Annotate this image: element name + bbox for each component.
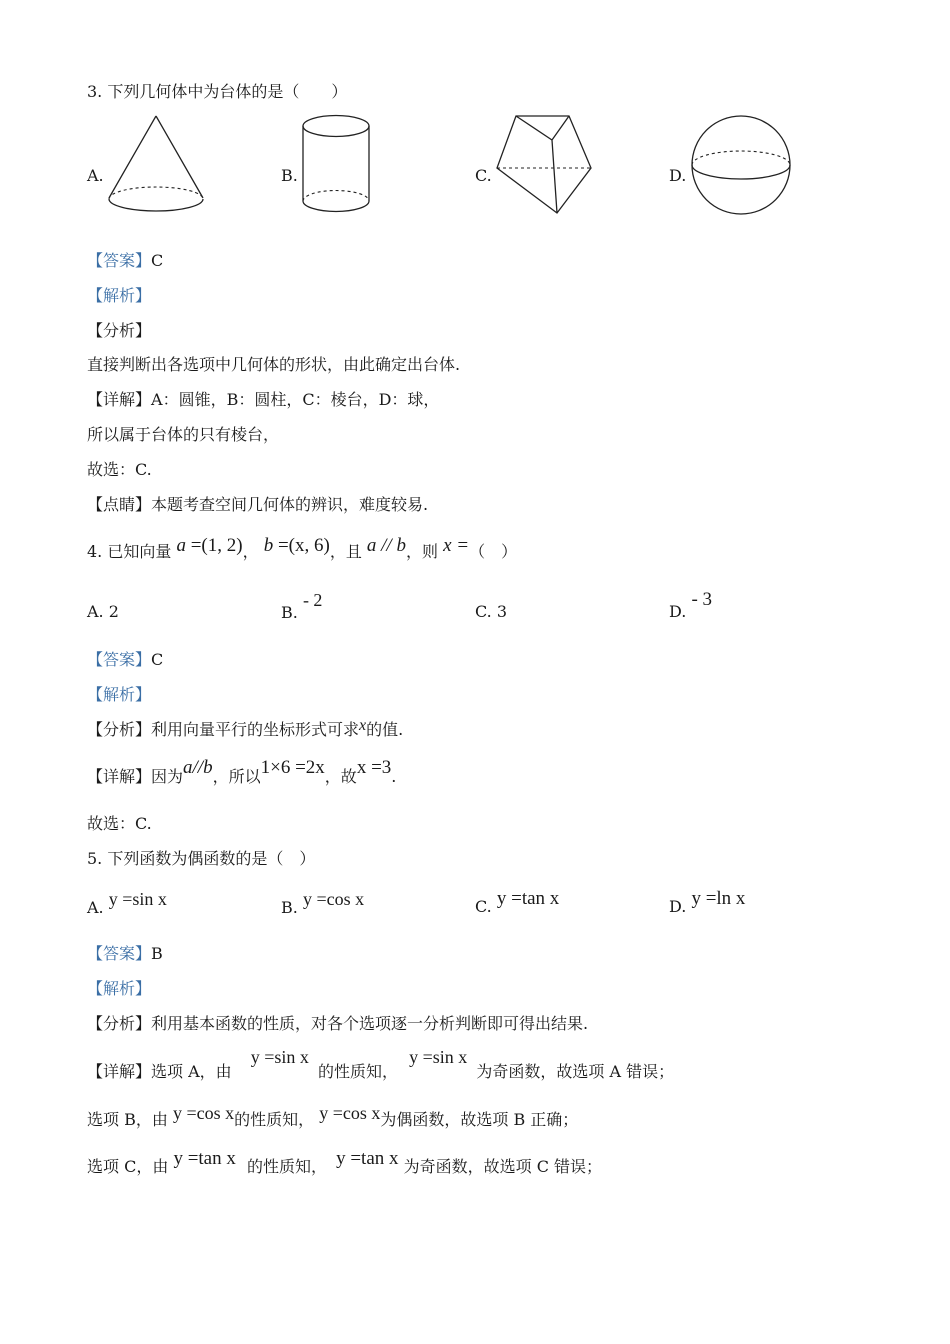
q4-sep1: ， xyxy=(242,542,259,561)
q4-option-d-label: D. xyxy=(669,602,687,621)
answer-tag: 【答案】 xyxy=(87,650,152,669)
q4-detail-math3: x =3 xyxy=(356,757,392,778)
q3-option-d-label: D. xyxy=(669,166,687,185)
q3-detail-text: A：圆锥，B：圆柱，C：棱台，D：球， xyxy=(151,390,440,409)
q5-option-a xyxy=(87,889,167,918)
q5-option-b xyxy=(281,889,365,918)
q4-detail-d3: ，故 xyxy=(324,767,357,786)
q3-detail-line2: 所以属于台体的只有棱台， xyxy=(87,425,280,444)
q4-option-d xyxy=(669,589,713,622)
q3-fenxi-text: 直接判断出各选项中几何体的形状，由此确定出台体. xyxy=(87,355,461,374)
q4-detail-d4: . xyxy=(391,767,397,786)
q4-fenxi-line xyxy=(87,717,404,741)
q5-option-a-math: y =sin x xyxy=(108,889,167,909)
cylinder-figure xyxy=(300,113,372,217)
q4-fenxi-var: x xyxy=(359,717,367,734)
q5-detail-b-math1: y =cos x xyxy=(172,1103,235,1123)
q5-option-c-label: C. xyxy=(475,897,492,916)
q5-option-d xyxy=(669,888,746,917)
q4-ask-x: x = xyxy=(443,535,470,556)
q5-detail-c-line xyxy=(87,1148,603,1177)
vector-b-value: =(x, 6) xyxy=(273,535,330,556)
q4-option-d-math: - 3 xyxy=(691,589,713,610)
q5-detail-a-math2: y =sin x xyxy=(409,1047,468,1067)
q4-fenxi-pre: 利用向量平行的坐标形式可求 xyxy=(151,720,360,739)
q5-answer-line xyxy=(87,944,163,964)
q4-option-c-label: C. 3 xyxy=(475,602,508,621)
q3-comment-label: 【点睛】 xyxy=(87,495,152,514)
q5-stem: 5. 下列函数为偶函数的是（ ） xyxy=(87,849,316,868)
q4-detail-math1: a//b xyxy=(183,757,213,778)
q4-fenxi-label: 【分析】 xyxy=(87,720,152,739)
q3-option-a-label: A. xyxy=(87,166,104,185)
q4-option-b xyxy=(281,590,323,623)
q5-fenxi-text: 利用基本函数的性质，对各个选项逐一分析判断即可得出结果. xyxy=(151,1014,589,1033)
q4-option-c xyxy=(475,602,507,622)
q5-detail-label: 【详解】 xyxy=(87,1062,152,1081)
q3-option-c-label: C. xyxy=(475,166,492,185)
q5-detail-c-post: 为奇函数，故选项 C 错误； xyxy=(403,1157,603,1176)
q5-answer: B xyxy=(151,944,163,963)
q4-sep2: ，且 xyxy=(329,542,367,561)
q4-stem-prefix: 4. 已知向量 xyxy=(87,542,172,561)
cone-figure xyxy=(105,113,207,217)
q4-detail-math2: 1×6 =2x xyxy=(260,757,325,778)
sphere-figure xyxy=(688,113,794,217)
q5-option-b-math: y =cos x xyxy=(302,889,365,909)
frustum-figure xyxy=(494,113,594,217)
answer-tag: 【答案】 xyxy=(87,251,152,270)
q4-analysis-tag: 【解析】 xyxy=(87,685,152,704)
q4-detail-d2: ，所以 xyxy=(212,767,261,786)
q5-detail-b-line xyxy=(87,1103,579,1130)
vector-a-value: =(1, 2) xyxy=(185,535,243,556)
q5-detail-b-mid: 的性质知， xyxy=(234,1110,315,1129)
q4-select: 故选：C. xyxy=(87,814,152,833)
answer-tag: 【答案】 xyxy=(87,944,152,963)
q5-fenxi-line xyxy=(87,1014,588,1034)
q4-detail-line xyxy=(87,757,397,787)
q4-detail-d1: 因为 xyxy=(151,767,184,786)
q4-option-b-math: - 2 xyxy=(302,590,323,610)
q3-option-b-label: B. xyxy=(281,166,298,185)
q5-analysis-tag: 【解析】 xyxy=(87,979,152,998)
q5-detail-b-post: 为偶函数，故选项 B 正确； xyxy=(380,1110,579,1129)
q4-vector-b xyxy=(264,535,330,556)
q5-option-c-math: y =tan x xyxy=(496,888,560,909)
q5-detail-a-mid: 的性质知， xyxy=(318,1062,399,1081)
q3-detail-line xyxy=(87,390,439,410)
q5-detail-a-line xyxy=(87,1047,675,1082)
q3-fenxi-label: 【分析】 xyxy=(87,321,152,340)
q4-detail-label: 【详解】 xyxy=(87,767,152,786)
q3-detail-label: 【详解】 xyxy=(87,390,152,409)
q5-option-a-label: A. xyxy=(87,898,104,917)
q3-select: 故选：C. xyxy=(87,460,152,479)
q4-fenxi-post: 的值. xyxy=(366,720,404,739)
q4-vector-a xyxy=(176,535,242,556)
q5-detail-a-pre: 选项 A，由 xyxy=(151,1062,232,1081)
q3-answer: C xyxy=(151,251,164,270)
q5-detail-c-mid: 的性质知， xyxy=(246,1157,327,1176)
q4-option-b-label: B. xyxy=(281,603,298,622)
q4-answer: C xyxy=(151,650,164,669)
vector-a-symbol: a xyxy=(176,535,186,556)
q4-sep3: ，则 xyxy=(405,542,444,561)
q4-parallel-condition: a // b xyxy=(366,535,406,556)
q5-detail-c-math2: y =tan x xyxy=(336,1148,399,1169)
q3-comment-text: 本题考查空间几何体的辨识，难度较易. xyxy=(151,495,429,514)
q3-analysis-tag: 【解析】 xyxy=(87,286,152,305)
q5-detail-b-pre: 选项 B，由 xyxy=(87,1110,168,1129)
q4-stem xyxy=(87,535,518,562)
q4-bracket: （ ） xyxy=(469,542,518,561)
q4-option-a-label: A. 2 xyxy=(87,602,119,621)
q5-option-c xyxy=(475,888,560,917)
q5-detail-c-pre: 选项 C，由 xyxy=(87,1157,169,1176)
q5-option-d-label: D. xyxy=(669,897,687,916)
q5-detail-a-math1: y =sin x xyxy=(250,1047,309,1067)
q5-detail-c-math1: y =tan x xyxy=(173,1148,236,1169)
q4-option-a xyxy=(87,602,119,622)
q3-comment-line xyxy=(87,495,428,515)
q5-option-d-math: y =ln x xyxy=(691,888,746,909)
q5-fenxi-label: 【分析】 xyxy=(87,1014,152,1033)
q5-detail-a-post: 为奇函数，故选项 A 错误； xyxy=(476,1062,675,1081)
q3-answer-line xyxy=(87,251,163,271)
q5-detail-b-math2: y =cos x xyxy=(319,1103,381,1123)
q5-option-b-label: B. xyxy=(281,898,298,917)
q4-answer-line xyxy=(87,650,163,670)
vector-b-symbol: b xyxy=(263,535,274,556)
q3-stem: 3. 下列几何体中为台体的是（ ） xyxy=(87,82,348,101)
